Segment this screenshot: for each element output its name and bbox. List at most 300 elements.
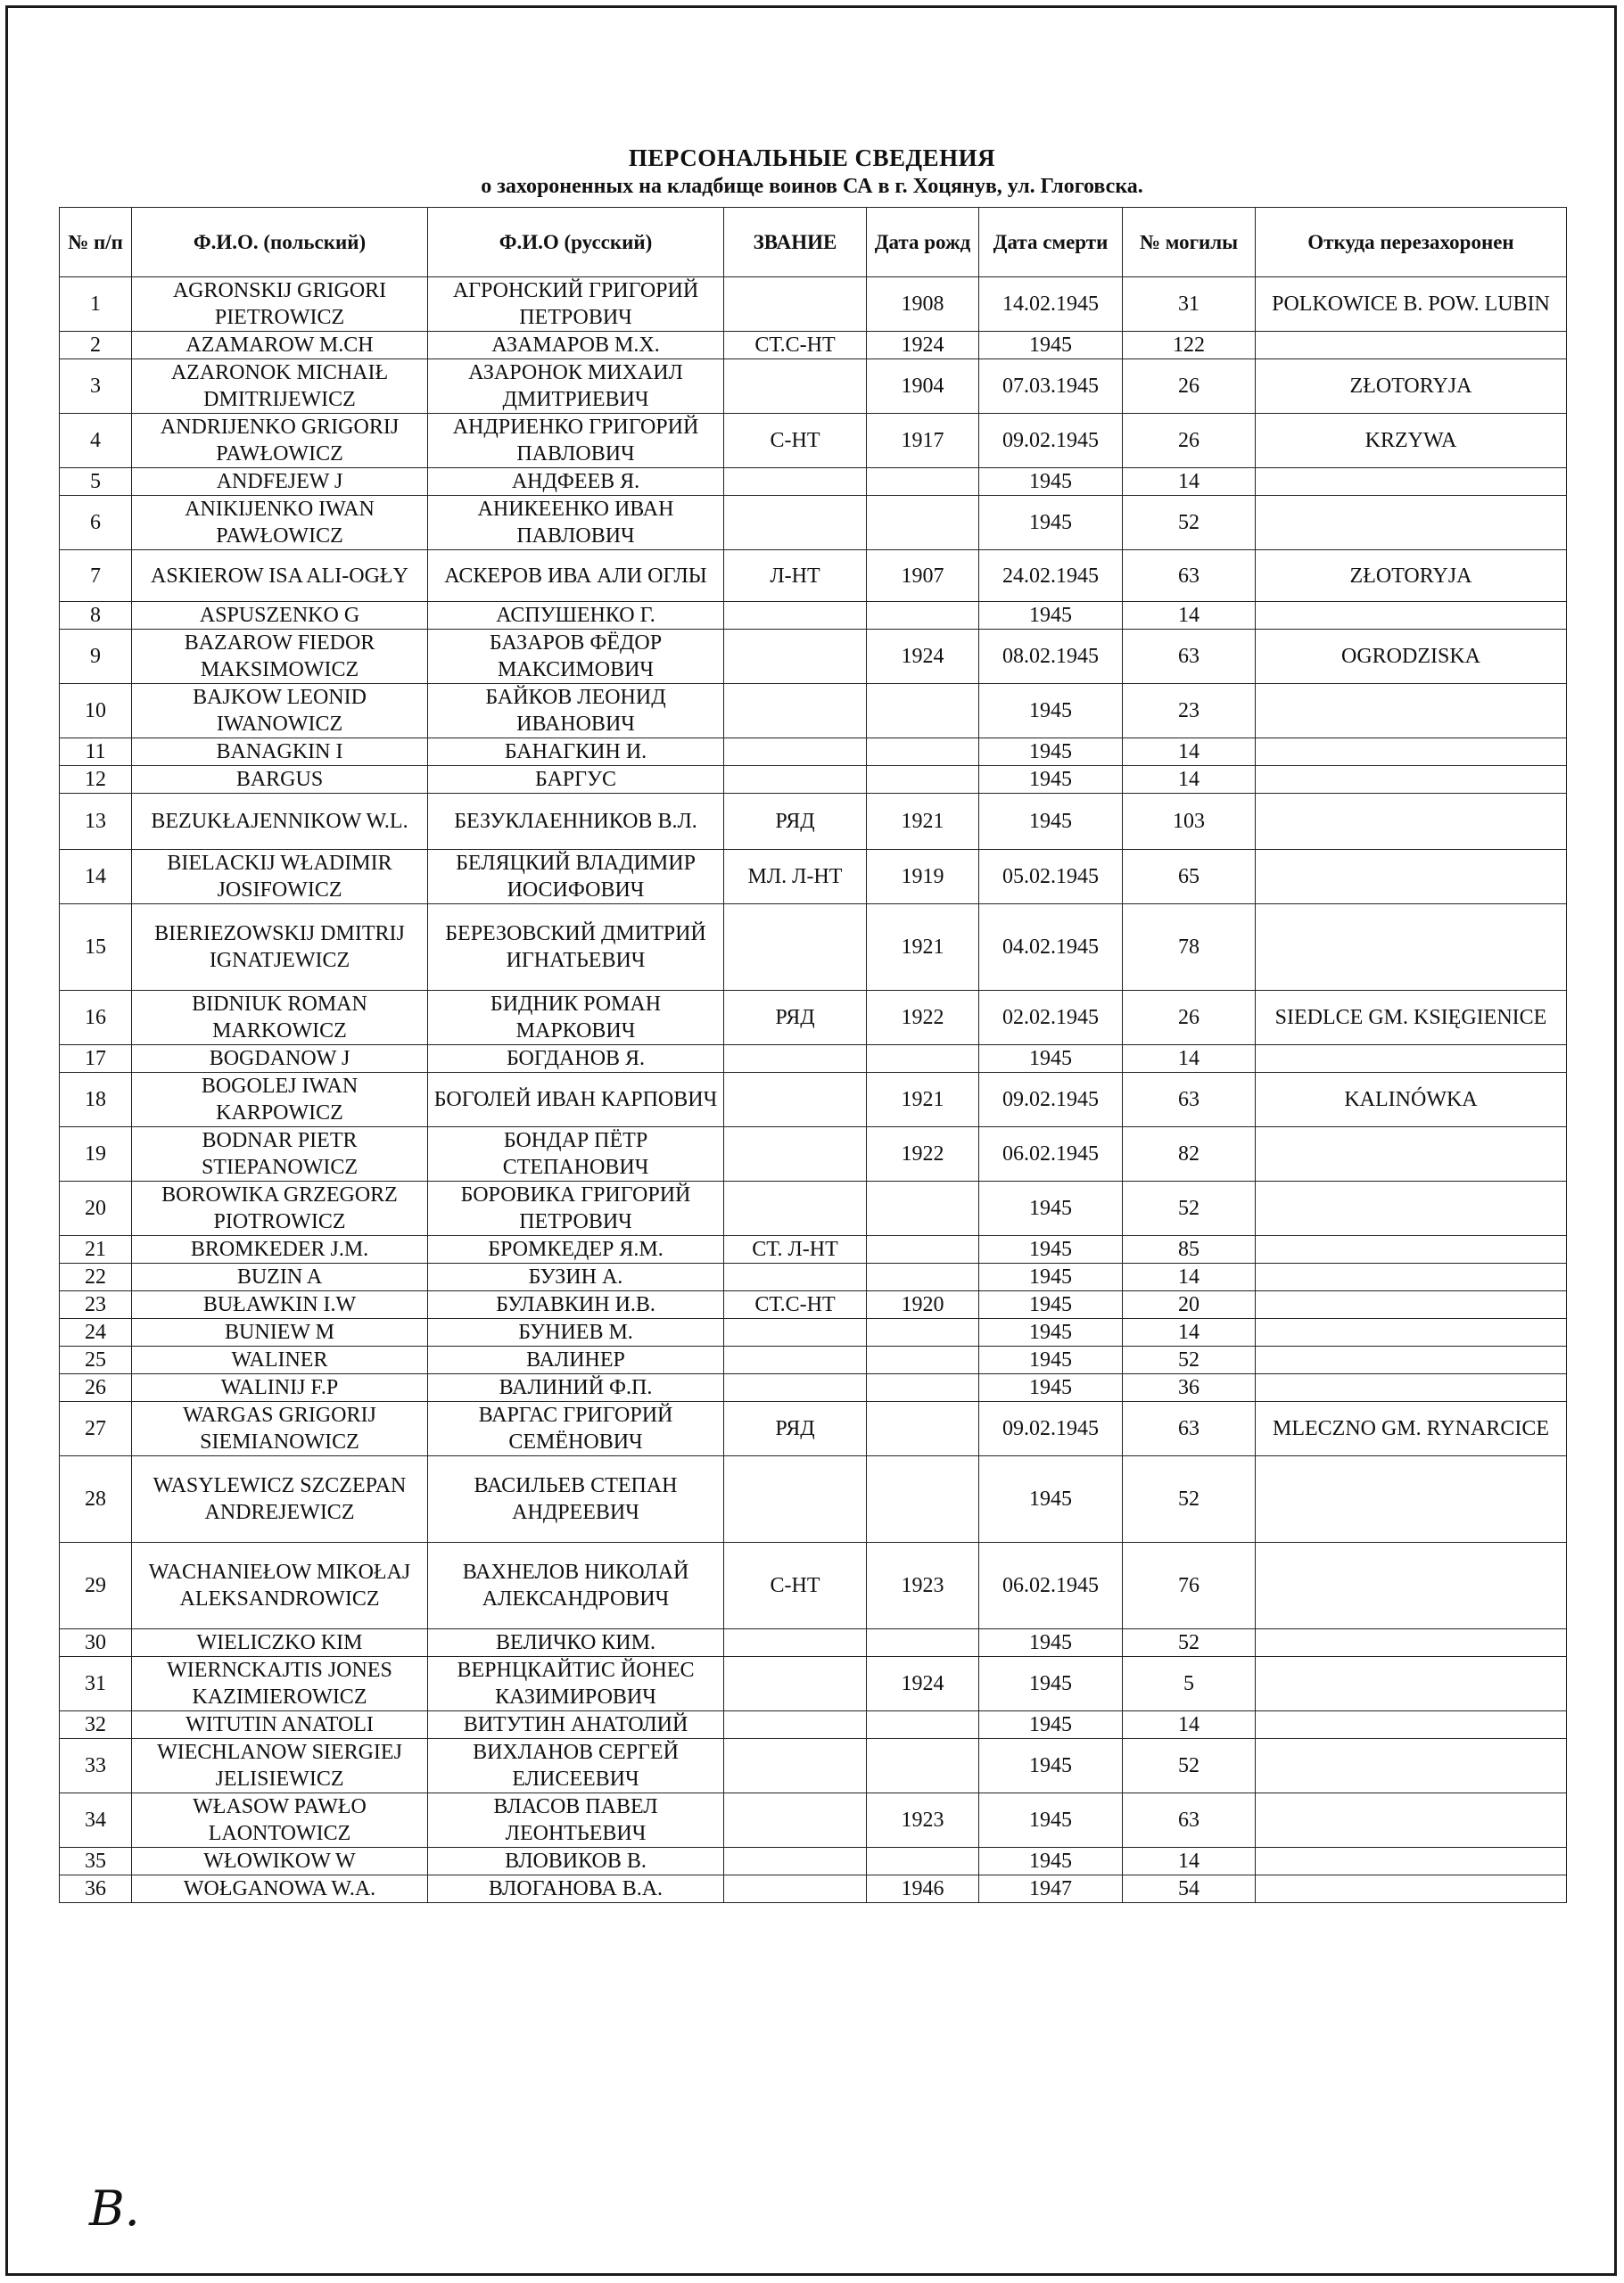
grave-number: 76 (1123, 1543, 1256, 1629)
reburied-from: OGRODZISKA (1256, 630, 1567, 684)
table-row (60, 1456, 1567, 1543)
row-number: 6 (60, 496, 132, 550)
name-polish: BIDNIUK ROMAN MARKOWICZ (132, 991, 428, 1045)
birth-year: 1923 (867, 1543, 979, 1629)
grave-number: 85 (1123, 1236, 1256, 1264)
rank: СТ.С-НТ (724, 1291, 867, 1319)
row-number: 25 (60, 1347, 132, 1374)
reburied-from (1256, 496, 1567, 550)
name-polish: BEZUKŁAJENNIKOW W.L. (132, 794, 428, 850)
name-polish: WARGAS GRIGORIJ SIEMIANOWICZ (132, 1402, 428, 1456)
table-row (60, 496, 1567, 550)
death-date: 1945 (979, 1319, 1123, 1347)
birth-year (867, 1182, 979, 1236)
grave-number: 52 (1123, 1456, 1256, 1543)
row-number: 34 (60, 1793, 132, 1848)
row-number: 7 (60, 550, 132, 602)
row-number: 17 (60, 1045, 132, 1073)
row-number: 35 (60, 1848, 132, 1875)
row-number: 4 (60, 414, 132, 468)
rank (724, 1374, 867, 1402)
name-polish: WACHANIEŁOW MIKOŁAJ ALEKSANDROWICZ (132, 1543, 428, 1629)
row-number: 16 (60, 991, 132, 1045)
grave-number: 52 (1123, 1347, 1256, 1374)
name-russian: ВЛОГАНОВА В.А. (428, 1875, 724, 1903)
row-number: 11 (60, 738, 132, 766)
reburied-from (1256, 1045, 1567, 1073)
grave-number: 63 (1123, 1073, 1256, 1127)
rank (724, 1456, 867, 1543)
grave-number: 63 (1123, 550, 1256, 602)
birth-year (867, 1347, 979, 1374)
reburied-from (1256, 1291, 1567, 1319)
grave-number: 78 (1123, 904, 1256, 991)
reburied-from (1256, 1793, 1567, 1848)
grave-number: 14 (1123, 1711, 1256, 1739)
grave-number: 54 (1123, 1875, 1256, 1903)
name-russian: БЕРЕЗОВСКИЙ ДМИТРИЙ ИГНАТЬЕВИЧ (428, 904, 724, 991)
table-row (60, 794, 1567, 850)
name-polish: BIELACKIJ WŁADIMIR JOSIFOWICZ (132, 850, 428, 904)
rank (724, 1045, 867, 1073)
death-date: 05.02.1945 (979, 850, 1123, 904)
death-date: 1945 (979, 468, 1123, 496)
document-subtitle: о захороненных на кладбище воинов СА в г. Хоцянув, ул. Глоговска. (481, 175, 1143, 198)
name-polish: WIELICZKO KIM (132, 1629, 428, 1657)
header-col-name-russian: Ф.И.О (русский) (428, 208, 724, 277)
table-row (60, 991, 1567, 1045)
name-russian: БОГДАНОВ Я. (428, 1045, 724, 1073)
table-row (60, 1127, 1567, 1182)
grave-number: 14 (1123, 1045, 1256, 1073)
death-date: 14.02.1945 (979, 277, 1123, 332)
rank (724, 1319, 867, 1347)
grave-number: 14 (1123, 766, 1256, 794)
reburied-from (1256, 1848, 1567, 1875)
rank (724, 468, 867, 496)
rank (724, 1127, 867, 1182)
table-row (60, 1848, 1567, 1875)
death-date: 1945 (979, 1629, 1123, 1657)
name-russian: АГРОНСКИЙ ГРИГОРИЙ ПЕТРОВИЧ (428, 277, 724, 332)
name-russian: АСКЕРОВ ИВА АЛИ ОГЛЫ (428, 550, 724, 602)
row-number: 19 (60, 1127, 132, 1182)
rank (724, 1793, 867, 1848)
table-row (60, 468, 1567, 496)
row-number: 32 (60, 1711, 132, 1739)
birth-year (867, 1374, 979, 1402)
grave-number: 14 (1123, 738, 1256, 766)
birth-year (867, 1319, 979, 1347)
name-polish: ANIKIJENKO IWAN PAWŁOWICZ (132, 496, 428, 550)
row-number: 27 (60, 1402, 132, 1456)
name-russian: АНИКЕЕНКО ИВАН ПАВЛОВИЧ (428, 496, 724, 550)
row-number: 33 (60, 1739, 132, 1793)
header-col-birth-year: Дата рожд (867, 208, 979, 277)
name-polish: BROMKEDER J.M. (132, 1236, 428, 1264)
name-russian: БРОМКЕДЕР Я.М. (428, 1236, 724, 1264)
rank: СТ. Л-НТ (724, 1236, 867, 1264)
rank: РЯД (724, 794, 867, 850)
rank: РЯД (724, 1402, 867, 1456)
name-polish: WALINIJ F.P (132, 1374, 428, 1402)
grave-number: 14 (1123, 468, 1256, 496)
rank (724, 1182, 867, 1236)
name-russian: БУЛАВКИН И.В. (428, 1291, 724, 1319)
burial-registry-table (59, 207, 1567, 1903)
reburied-from (1256, 1374, 1567, 1402)
reburied-from: POLKOWICE B. POW. LUBIN (1256, 277, 1567, 332)
reburied-from: KALINÓWKA (1256, 1073, 1567, 1127)
death-date: 1945 (979, 684, 1123, 738)
death-date: 1945 (979, 1739, 1123, 1793)
reburied-from (1256, 1182, 1567, 1236)
name-russian: ВИХЛАНОВ СЕРГЕЙ ЕЛИСЕЕВИЧ (428, 1739, 724, 1793)
rank: МЛ. Л-НТ (724, 850, 867, 904)
birth-year: 1920 (867, 1291, 979, 1319)
grave-number: 52 (1123, 1739, 1256, 1793)
row-number: 21 (60, 1236, 132, 1264)
reburied-from: SIEDLCE GM. KSIĘGIENICE (1256, 991, 1567, 1045)
table-row (60, 1374, 1567, 1402)
rank (724, 1657, 867, 1711)
table-row (60, 1347, 1567, 1374)
rank: С-НТ (724, 1543, 867, 1629)
name-polish: BUŁAWKIN I.W (132, 1291, 428, 1319)
name-polish: AZARONOK MICHAIŁ DMITRIJEWICZ (132, 359, 428, 414)
death-date: 09.02.1945 (979, 1073, 1123, 1127)
death-date: 1945 (979, 1848, 1123, 1875)
row-number: 14 (60, 850, 132, 904)
reburied-from: KRZYWA (1256, 414, 1567, 468)
grave-number: 26 (1123, 991, 1256, 1045)
grave-number: 63 (1123, 630, 1256, 684)
reburied-from (1256, 332, 1567, 359)
death-date: 1945 (979, 496, 1123, 550)
death-date: 1945 (979, 1291, 1123, 1319)
birth-year: 1917 (867, 414, 979, 468)
table-row (60, 1264, 1567, 1291)
name-russian: АНДФЕЕВ Я. (428, 468, 724, 496)
birth-year (867, 468, 979, 496)
reburied-from (1256, 1264, 1567, 1291)
grave-number: 5 (1123, 1657, 1256, 1711)
birth-year: 1921 (867, 794, 979, 850)
birth-year (867, 1264, 979, 1291)
rank (724, 1848, 867, 1875)
death-date: 1945 (979, 766, 1123, 794)
name-polish: WOŁGANOWA W.A. (132, 1875, 428, 1903)
table-row (60, 1073, 1567, 1127)
name-polish: ANDRIJENKO GRIGORIJ PAWŁOWICZ (132, 414, 428, 468)
name-russian: ВЛАСОВ ПАВЕЛ ЛЕОНТЬЕВИЧ (428, 1793, 724, 1848)
rank (724, 1264, 867, 1291)
name-russian: БОРОВИКА ГРИГОРИЙ ПЕТРОВИЧ (428, 1182, 724, 1236)
row-number: 29 (60, 1543, 132, 1629)
name-polish: BAJKOW LEONID IWANOWICZ (132, 684, 428, 738)
death-date: 1945 (979, 1264, 1123, 1291)
reburied-from (1256, 1629, 1567, 1657)
grave-number: 122 (1123, 332, 1256, 359)
rank (724, 1711, 867, 1739)
reburied-from (1256, 1347, 1567, 1374)
birth-year (867, 1711, 979, 1739)
rank (724, 904, 867, 991)
death-date: 1945 (979, 794, 1123, 850)
death-date: 24.02.1945 (979, 550, 1123, 602)
death-date: 09.02.1945 (979, 414, 1123, 468)
grave-number: 63 (1123, 1793, 1256, 1848)
name-russian: БАРГУС (428, 766, 724, 794)
reburied-from (1256, 684, 1567, 738)
table-row (60, 1402, 1567, 1456)
table-row (60, 359, 1567, 414)
grave-number: 36 (1123, 1374, 1256, 1402)
name-polish: ASPUSZENKO G (132, 602, 428, 630)
row-number: 20 (60, 1182, 132, 1236)
name-polish: WŁASOW PAWŁO LAONTOWICZ (132, 1793, 428, 1848)
grave-number: 82 (1123, 1127, 1256, 1182)
table-row (60, 766, 1567, 794)
grave-number: 52 (1123, 496, 1256, 550)
name-russian: АНДРИЕНКО ГРИГОРИЙ ПАВЛОВИЧ (428, 414, 724, 468)
death-date: 07.03.1945 (979, 359, 1123, 414)
name-russian: БОНДАР ПЁТР СТЕПАНОВИЧ (428, 1127, 724, 1182)
birth-year: 1904 (867, 359, 979, 414)
name-russian: БУЗИН А. (428, 1264, 724, 1291)
reburied-from (1256, 904, 1567, 991)
rank (724, 602, 867, 630)
table-row (60, 277, 1567, 332)
death-date: 1945 (979, 1657, 1123, 1711)
name-russian: ВАХНЕЛОВ НИКОЛАЙ АЛЕКСАНДРОВИЧ (428, 1543, 724, 1629)
name-polish: BOGOLEJ IWAN KARPOWICZ (132, 1073, 428, 1127)
table-row (60, 1291, 1567, 1319)
table-row (60, 332, 1567, 359)
header-col-rank: ЗВАНИЕ (724, 208, 867, 277)
name-polish: AZAMAROW M.CH (132, 332, 428, 359)
grave-number: 23 (1123, 684, 1256, 738)
name-russian: БАЗАРОВ ФЁДОР МАКСИМОВИЧ (428, 630, 724, 684)
grave-number: 103 (1123, 794, 1256, 850)
rank: СТ.С-НТ (724, 332, 867, 359)
name-polish: BANAGKIN I (132, 738, 428, 766)
birth-year (867, 738, 979, 766)
birth-year (867, 1402, 979, 1456)
name-russian: АЗАРОНОК МИХАИЛ ДМИТРИЕВИЧ (428, 359, 724, 414)
table-row (60, 1236, 1567, 1264)
birth-year (867, 1045, 979, 1073)
reburied-from: MLECZNO GM. RYNARCICE (1256, 1402, 1567, 1456)
reburied-from (1256, 1657, 1567, 1711)
name-russian: БАЙКОВ ЛЕОНИД ИВАНОВИЧ (428, 684, 724, 738)
table-row (60, 1629, 1567, 1657)
table-row (60, 550, 1567, 602)
reburied-from (1256, 1739, 1567, 1793)
death-date: 08.02.1945 (979, 630, 1123, 684)
birth-year (867, 684, 979, 738)
document-title: ПЕРСОНАЛЬНЫЕ СВЕДЕНИЯ (628, 144, 996, 171)
rank (724, 1347, 867, 1374)
birth-year (867, 602, 979, 630)
table-row (60, 684, 1567, 738)
rank (724, 684, 867, 738)
table-row (60, 738, 1567, 766)
reburied-from (1256, 850, 1567, 904)
table-row (60, 1182, 1567, 1236)
reburied-from (1256, 1319, 1567, 1347)
rank (724, 359, 867, 414)
name-russian: БОГОЛЕЙ ИВАН КАРПОВИЧ (428, 1073, 724, 1127)
table-row (60, 1045, 1567, 1073)
name-russian: БИДНИК РОМАН МАРКОВИЧ (428, 991, 724, 1045)
header-col-grave-number: № могилы (1123, 208, 1256, 277)
reburied-from: ZŁOTORYJA (1256, 550, 1567, 602)
table-row (60, 1711, 1567, 1739)
table-row (60, 1739, 1567, 1793)
birth-year (867, 766, 979, 794)
grave-number: 65 (1123, 850, 1256, 904)
death-date: 06.02.1945 (979, 1543, 1123, 1629)
row-number: 28 (60, 1456, 132, 1543)
rank (724, 630, 867, 684)
name-russian: АЗАМАРОВ М.Х. (428, 332, 724, 359)
name-polish: WŁOWIKOW W (132, 1848, 428, 1875)
name-polish: BODNAR PIETR STIEPANOWICZ (132, 1127, 428, 1182)
name-polish: WASYLEWICZ SZCZEPAN ANDREJEWICZ (132, 1456, 428, 1543)
death-date: 1945 (979, 1182, 1123, 1236)
row-number: 15 (60, 904, 132, 991)
reburied-from (1256, 738, 1567, 766)
name-russian: ВЛОВИКОВ В. (428, 1848, 724, 1875)
handwritten-mark: B. (89, 2180, 140, 2237)
grave-number: 14 (1123, 1319, 1256, 1347)
name-polish: WIERNCKAJTIS JONES KAZIMIEROWICZ (132, 1657, 428, 1711)
grave-number: 26 (1123, 359, 1256, 414)
row-number: 9 (60, 630, 132, 684)
birth-year (867, 1456, 979, 1543)
grave-number: 31 (1123, 277, 1256, 332)
birth-year (867, 496, 979, 550)
rank (724, 766, 867, 794)
grave-number: 26 (1123, 414, 1256, 468)
row-number: 5 (60, 468, 132, 496)
row-number: 2 (60, 332, 132, 359)
rank (724, 1629, 867, 1657)
name-russian: ВЕРНЦКАЙТИС ЙОНЕС КАЗИМИРОВИЧ (428, 1657, 724, 1711)
birth-year: 1924 (867, 1657, 979, 1711)
row-number: 8 (60, 602, 132, 630)
death-date: 06.02.1945 (979, 1127, 1123, 1182)
table-header-row (60, 208, 1567, 277)
death-date: 09.02.1945 (979, 1402, 1123, 1456)
row-number: 31 (60, 1657, 132, 1711)
name-polish: WALINER (132, 1347, 428, 1374)
grave-number: 14 (1123, 602, 1256, 630)
name-polish: BIERIEZOWSKIJ DMITRIJ IGNATJEWICZ (132, 904, 428, 991)
reburied-from (1256, 602, 1567, 630)
rank: Л-НТ (724, 550, 867, 602)
row-number: 36 (60, 1875, 132, 1903)
birth-year (867, 1848, 979, 1875)
table-row (60, 850, 1567, 904)
reburied-from (1256, 1127, 1567, 1182)
death-date: 1945 (979, 1711, 1123, 1739)
death-date: 1945 (979, 1236, 1123, 1264)
death-date: 1945 (979, 1374, 1123, 1402)
death-date: 1945 (979, 738, 1123, 766)
header-col-reburied-from: Откуда перезахоронен (1256, 208, 1567, 277)
birth-year: 1908 (867, 277, 979, 332)
death-date: 04.02.1945 (979, 904, 1123, 991)
birth-year (867, 1236, 979, 1264)
row-number: 12 (60, 766, 132, 794)
row-number: 22 (60, 1264, 132, 1291)
death-date: 1945 (979, 1456, 1123, 1543)
death-date: 1947 (979, 1875, 1123, 1903)
name-russian: БЕЗУКЛАЕННИКОВ В.Л. (428, 794, 724, 850)
reburied-from: ZŁOTORYJA (1256, 359, 1567, 414)
name-russian: ВЕЛИЧКО КИМ. (428, 1629, 724, 1657)
name-polish: AGRONSKIJ GRIGORI PIETROWICZ (132, 277, 428, 332)
table-row (60, 1793, 1567, 1848)
name-polish: BUZIN A (132, 1264, 428, 1291)
row-number: 26 (60, 1374, 132, 1402)
header-col-name-polish: Ф.И.О. (польский) (132, 208, 428, 277)
rank (724, 277, 867, 332)
death-date: 1945 (979, 332, 1123, 359)
table-row (60, 1657, 1567, 1711)
birth-year: 1923 (867, 1793, 979, 1848)
birth-year: 1946 (867, 1875, 979, 1903)
grave-number: 52 (1123, 1182, 1256, 1236)
birth-year: 1921 (867, 1073, 979, 1127)
row-number: 30 (60, 1629, 132, 1657)
row-number: 24 (60, 1319, 132, 1347)
name-russian: ВАЛИНИЙ Ф.П. (428, 1374, 724, 1402)
birth-year: 1924 (867, 630, 979, 684)
grave-number: 14 (1123, 1848, 1256, 1875)
header-col-death-date: Дата смерти (979, 208, 1123, 277)
row-number: 23 (60, 1291, 132, 1319)
birth-year: 1922 (867, 1127, 979, 1182)
name-russian: БАНАГКИН И. (428, 738, 724, 766)
table-row (60, 630, 1567, 684)
rank: РЯД (724, 991, 867, 1045)
name-russian: ВАРГАС ГРИГОРИЙ СЕМЁНОВИЧ (428, 1402, 724, 1456)
birth-year: 1921 (867, 904, 979, 991)
row-number: 1 (60, 277, 132, 332)
death-date: 1945 (979, 1045, 1123, 1073)
name-russian: БЕЛЯЦКИЙ ВЛАДИМИР ИОСИФОВИЧ (428, 850, 724, 904)
name-polish: ASKIEROW ISA ALI-OGŁY (132, 550, 428, 602)
name-russian: ВАСИЛЬЕВ СТЕПАН АНДРЕЕВИЧ (428, 1456, 724, 1543)
reburied-from (1256, 1236, 1567, 1264)
reburied-from (1256, 1711, 1567, 1739)
reburied-from (1256, 794, 1567, 850)
grave-number: 20 (1123, 1291, 1256, 1319)
birth-year: 1924 (867, 332, 979, 359)
table-row (60, 602, 1567, 630)
name-polish: BOROWIKA GRZEGORZ PIOTROWICZ (132, 1182, 428, 1236)
grave-number: 14 (1123, 1264, 1256, 1291)
birth-year (867, 1739, 979, 1793)
table-row (60, 1319, 1567, 1347)
death-date: 1945 (979, 1347, 1123, 1374)
row-number: 3 (60, 359, 132, 414)
header-col-number: № п/п (60, 208, 132, 277)
name-russian: БУНИЕВ М. (428, 1319, 724, 1347)
